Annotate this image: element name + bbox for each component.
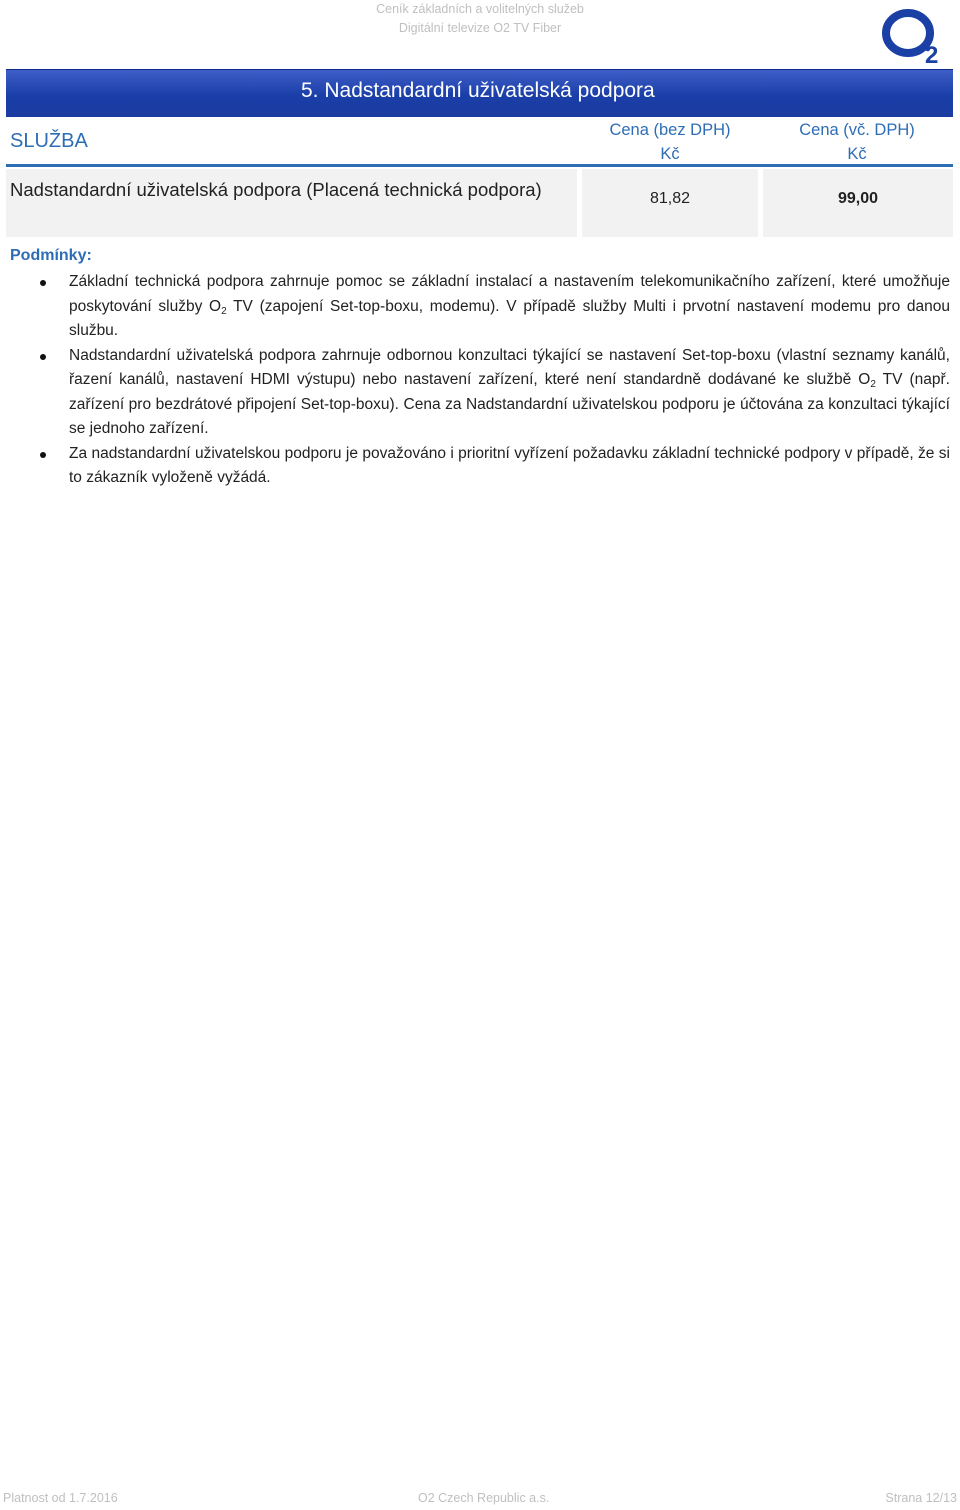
condition-text-2: Nadstandardní uživatelská podpora zahrnuje odbornou konzultaci týkající se nastavení Set-top-boxu (vlastní seznamy kanálů, řazení kanálů, nastavení HDMI výstupu) nebo nastavení zařízení, které není standardně dodávané ke službě $O_2$ TV (např. zařízení pro bezdrátové připojení Set-top-boxu). Cena za Nadstandardní uživatelskou podporu je účtována za konzultaci týkající se jednoho zařízení. xyxy=(69,346,950,437)
bullet-icon xyxy=(40,354,46,360)
price-incl-header-label: Cena (vč. DPH) xyxy=(799,121,915,139)
header-line-1: Ceník základních a volitelných služeb xyxy=(376,2,584,16)
o2-logo-subscript: 2 xyxy=(925,42,939,66)
conditions-title: Podmínky: xyxy=(10,247,92,264)
price-incl-value: 99,00 xyxy=(837,190,879,207)
header-line-2: Digitální televize O2 TV Fiber xyxy=(398,21,562,35)
section-title: 5. Nadstandardní uživatelská podpora xyxy=(301,79,655,102)
list-item xyxy=(0,442,960,491)
list-item xyxy=(0,270,960,344)
conditions-list xyxy=(0,270,960,491)
price-excl-value: 81,82 xyxy=(649,190,691,207)
footer-page-number: Strana 12/13 xyxy=(885,1491,957,1505)
price-excl-header-unit: Kč xyxy=(660,145,680,163)
service-name-bold: Nadstandardní uživatelská podpora xyxy=(10,179,302,200)
price-incl-header xyxy=(777,118,937,166)
service-name-detail: (Placená technická podpora) xyxy=(301,179,542,200)
o2-logo-icon xyxy=(880,6,946,66)
section-banner xyxy=(6,69,953,117)
footer-validity: Platnost od 1.7.2016 xyxy=(3,1491,118,1505)
price-excl-header-label: Cena (bez DPH) xyxy=(609,121,731,139)
condition-text-1: Základní technická podpora zahrnuje pomoc se základní instalací a nastavením telekomunikačního zařízení, které umožňuje poskytování služby $O_2$ TV (zapojení Set-top-boxu, modemu). V případě služby Multi i prvotní nastavení modemu pro danou službu. xyxy=(69,273,950,339)
footer-company: O2 Czech Republic a.s. xyxy=(418,1491,550,1505)
bullet-icon xyxy=(40,280,46,286)
list-item xyxy=(0,344,960,442)
service-name xyxy=(10,176,570,204)
table-header-rule xyxy=(6,164,953,167)
condition-text-3: Za nadstandardní uživatelskou podporu je považováno i prioritní vyřízení požadavku základní technické podpory v případě, že si to zákazník vyloženě vyžádá. xyxy=(69,444,950,486)
service-column-header: SLUŽBA xyxy=(10,130,88,152)
price-excl-header xyxy=(590,118,750,166)
bullet-icon xyxy=(40,452,46,458)
price-incl-header-unit: Kč xyxy=(847,145,867,163)
